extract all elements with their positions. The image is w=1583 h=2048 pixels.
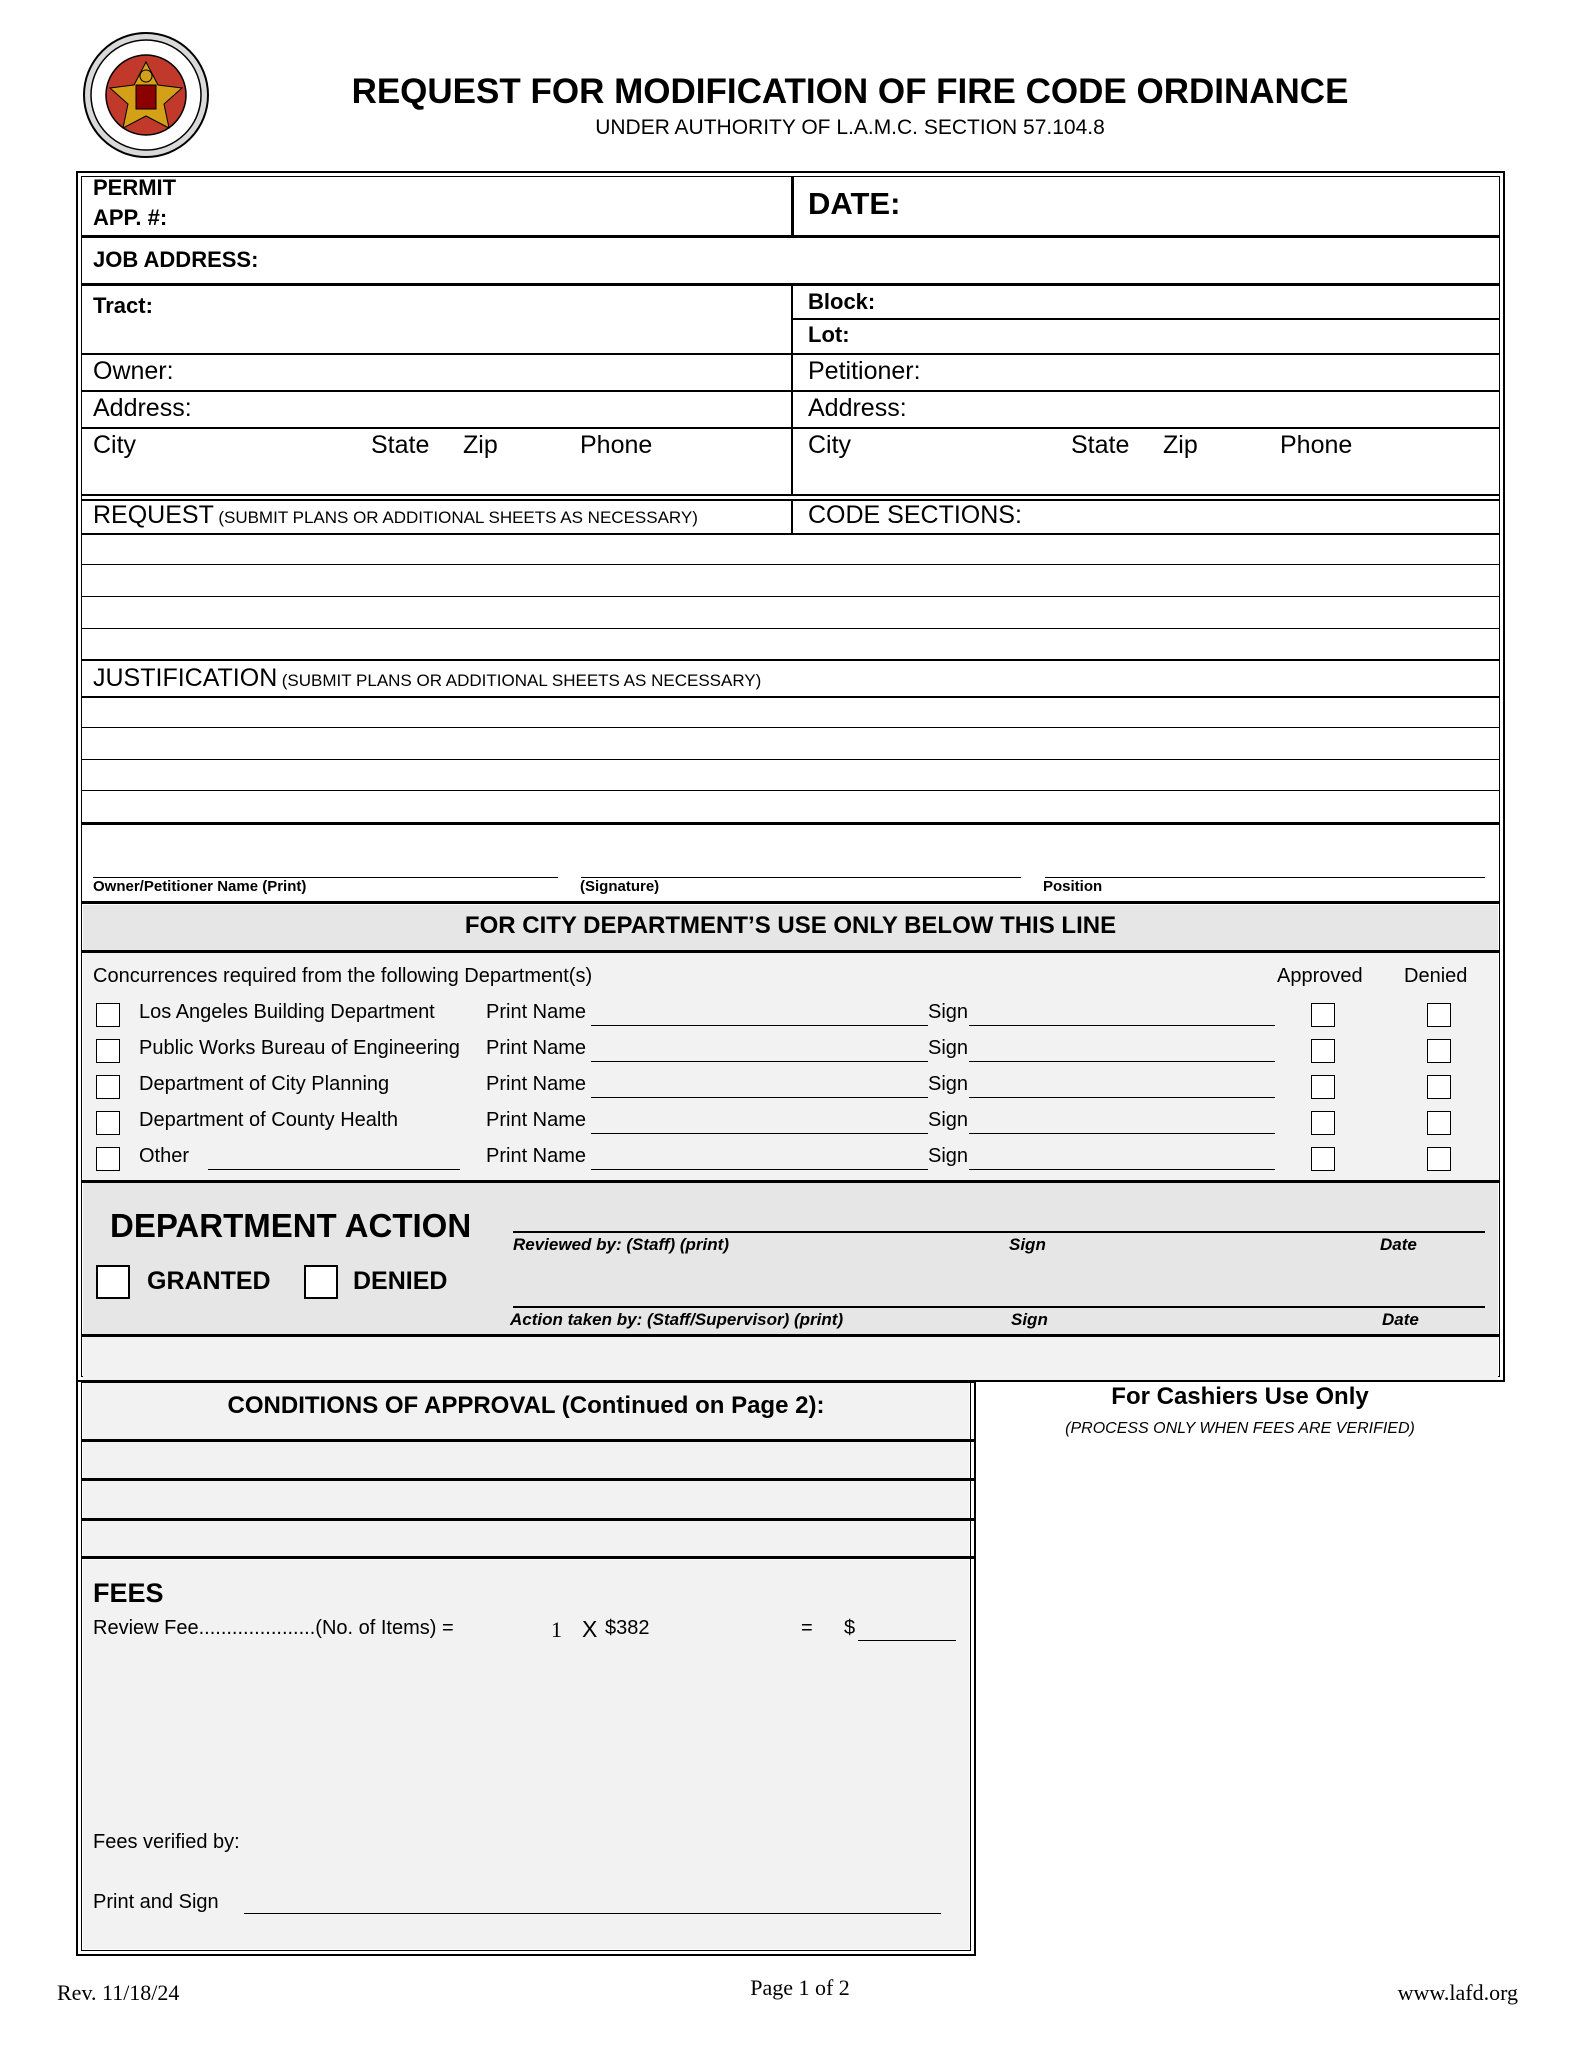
approved-checkbox-public-works-bureau-of-engineering[interactable]	[1311, 1039, 1335, 1063]
petitioner-phone-label: Phone	[1280, 431, 1353, 459]
justification-lines-input[interactable]	[83, 698, 1498, 822]
reviewed-sign-label: Sign	[1009, 1235, 1046, 1254]
denied-checkbox-public-works-bureau-of-engineering[interactable]	[1427, 1039, 1451, 1063]
denied-checkbox-los-angeles-building-department[interactable]	[1427, 1003, 1451, 1027]
owner-state-label: State	[371, 431, 430, 459]
petitioner-zip-label: Zip	[1163, 431, 1198, 459]
dept-checkbox-department-of-county-health[interactable]	[96, 1111, 120, 1135]
granted-label: GRANTED	[147, 1267, 271, 1295]
dept-checkbox-other[interactable]	[96, 1147, 120, 1171]
sign-line-other[interactable]	[969, 1169, 1275, 1170]
sign-label: Sign	[928, 1145, 969, 1167]
sign-line-department-of-county-health[interactable]	[969, 1133, 1275, 1134]
approved-checkbox-other[interactable]	[1311, 1147, 1335, 1171]
sign-label: Sign	[928, 1001, 969, 1023]
owner-input[interactable]	[190, 356, 780, 388]
print-name-label: Print Name	[486, 1037, 587, 1059]
petitioner-label: Petitioner:	[808, 357, 921, 385]
date-input[interactable]	[920, 180, 1490, 230]
owner-city-label: City	[93, 431, 137, 459]
petitioner-address-label: Address:	[808, 394, 907, 422]
form-subtitle: UNDER AUTHORITY OF L.A.M.C. SECTION 57.104.8	[595, 116, 1105, 139]
action-date-label: Date	[1382, 1310, 1419, 1329]
code-sections-label: CODE SECTIONS:	[808, 501, 1022, 529]
petitioner-city-state-zip-phone-input[interactable]	[800, 462, 1490, 492]
action-by-label: Action taken by: (Staff/Supervisor) (print)	[510, 1310, 844, 1329]
sign-label: Sign	[928, 1037, 969, 1059]
fees-title: FEES	[93, 1578, 164, 1608]
dept-name-other: Other	[139, 1145, 190, 1167]
review-fee-label: Review Fee.....................(No. of Items) =	[93, 1617, 454, 1639]
petitioner-state-label: State	[1071, 431, 1130, 459]
fee-total-line[interactable]	[858, 1640, 956, 1641]
permit-input[interactable]	[260, 180, 780, 230]
reviewed-by-label: Reviewed by: (Staff) (print)	[513, 1235, 729, 1254]
print-name-line-department-of-city-planning[interactable]	[591, 1097, 928, 1098]
dollar-sign: $	[844, 1617, 856, 1639]
cashiers-title: For Cashiers Use Only	[1111, 1383, 1369, 1410]
date-label: DATE:	[808, 186, 901, 221]
cashiers-note: (PROCESS ONLY WHEN FEES ARE VERIFIED)	[1065, 1420, 1415, 1437]
print-name-label: Print Name	[486, 1109, 587, 1131]
permit-label-1: PERMIT	[93, 175, 177, 200]
city-use-banner: FOR CITY DEPARTMENT’S USE ONLY BELOW THIS LINE	[464, 912, 1117, 939]
other-dept-line[interactable]	[208, 1169, 460, 1170]
print-name-line-other[interactable]	[591, 1169, 928, 1170]
request-label: REQUEST	[93, 501, 214, 529]
block-input[interactable]	[890, 286, 1490, 316]
approved-checkbox-department-of-county-health[interactable]	[1311, 1111, 1335, 1135]
revision-date: Rev. 11/18/24	[57, 1980, 180, 2005]
dept-checkbox-department-of-city-planning[interactable]	[96, 1075, 120, 1099]
reviewed-by-line[interactable]	[513, 1231, 1485, 1233]
justification-note: (SUBMIT PLANS OR ADDITIONAL SHEETS AS NECESSARY)	[281, 671, 762, 690]
unit-fee: $382	[605, 1617, 650, 1639]
lot-input[interactable]	[870, 320, 1490, 350]
sign-line-department-of-city-planning[interactable]	[969, 1097, 1275, 1098]
justification-label: JUSTIFICATION	[93, 664, 278, 692]
multiply-sign: X	[582, 1616, 598, 1642]
print-sign-line[interactable]	[244, 1913, 941, 1914]
petitioner-address-input[interactable]	[920, 392, 1490, 424]
petitioner-input[interactable]	[940, 356, 1490, 388]
action-sign-label: Sign	[1011, 1310, 1048, 1329]
equals-sign: =	[801, 1617, 813, 1639]
sign-line-public-works-bureau-of-engineering[interactable]	[969, 1061, 1275, 1062]
block-label: Block:	[808, 289, 876, 314]
dept-checkbox-los-angeles-building-department[interactable]	[96, 1003, 120, 1027]
granted-checkbox[interactable]	[96, 1265, 130, 1299]
denied-checkbox-department-of-city-planning[interactable]	[1427, 1075, 1451, 1099]
job-address-label: JOB ADDRESS:	[93, 247, 259, 272]
page-number: Page 1 of 2	[750, 1975, 850, 2000]
tract-label: Tract:	[93, 293, 153, 318]
denied-checkbox[interactable]	[304, 1265, 338, 1299]
tract-input[interactable]	[170, 288, 780, 350]
sign-line-los-angeles-building-department[interactable]	[969, 1025, 1275, 1026]
denied-header: Denied	[1404, 965, 1468, 987]
dept-name-department-of-city-planning: Department of City Planning	[139, 1073, 390, 1095]
position-line[interactable]	[1045, 877, 1485, 878]
sign-label: Sign	[928, 1109, 969, 1131]
reviewed-date-label: Date	[1380, 1235, 1417, 1254]
concurrences-label: Concurrences required from the following Department(s)	[93, 965, 593, 987]
print-name-line-public-works-bureau-of-engineering[interactable]	[591, 1061, 928, 1062]
conditions-lines-input[interactable]	[83, 1442, 969, 1556]
denied-checkbox-department-of-county-health[interactable]	[1427, 1111, 1451, 1135]
signature-label: (Signature)	[580, 878, 660, 895]
website: www.lafd.org	[1397, 1980, 1518, 2005]
denied-label: DENIED	[353, 1267, 448, 1295]
owner-address-input[interactable]	[200, 392, 780, 424]
owner-city-state-zip-phone-input[interactable]	[90, 462, 780, 492]
print-name-label: Print Name	[486, 1073, 587, 1095]
form-title: REQUEST FOR MODIFICATION OF FIRE CODE ORDINANCE	[351, 72, 1349, 111]
dept-name-los-angeles-building-department: Los Angeles Building Department	[139, 1001, 435, 1023]
fees-verified-label: Fees verified by:	[93, 1831, 240, 1853]
dept-name-department-of-county-health: Department of County Health	[139, 1109, 399, 1131]
dept-name-public-works-bureau-of-engineering: Public Works Bureau of Engineering	[139, 1037, 460, 1059]
lot-label: Lot:	[808, 322, 850, 347]
items-value[interactable]: 1	[551, 1617, 562, 1642]
position-label: Position	[1043, 878, 1103, 895]
lafd-seal	[76, 30, 216, 160]
permit-label-2: APP. #:	[93, 205, 168, 230]
job-address-input[interactable]	[280, 240, 1490, 280]
print-name-line-los-angeles-building-department[interactable]	[591, 1025, 928, 1026]
approved-header: Approved	[1277, 965, 1363, 987]
owner-name-label: Owner/Petitioner Name (Print)	[93, 878, 307, 895]
owner-label: Owner:	[93, 357, 174, 385]
print-name-line-department-of-county-health[interactable]	[591, 1133, 928, 1134]
approved-checkbox-los-angeles-building-department[interactable]	[1311, 1003, 1335, 1027]
petitioner-city-label: City	[808, 431, 852, 459]
print-sign-label: Print and Sign	[93, 1891, 219, 1913]
denied-checkbox-other[interactable]	[1427, 1147, 1451, 1171]
print-name-label: Print Name	[486, 1001, 587, 1023]
approved-checkbox-department-of-city-planning[interactable]	[1311, 1075, 1335, 1099]
request-note: (SUBMIT PLANS OR ADDITIONAL SHEETS AS NECESSARY)	[218, 508, 698, 527]
owner-zip-label: Zip	[463, 431, 498, 459]
sign-label: Sign	[928, 1073, 969, 1095]
owner-phone-label: Phone	[580, 431, 653, 459]
dept-checkbox-public-works-bureau-of-engineering[interactable]	[96, 1039, 120, 1063]
action-by-line[interactable]	[513, 1306, 1485, 1308]
owner-address-label: Address:	[93, 394, 192, 422]
department-action-title: DEPARTMENT ACTION	[110, 1207, 472, 1244]
conditions-title: CONDITIONS OF APPROVAL (Continued on Page 2):	[227, 1392, 825, 1419]
print-name-label: Print Name	[486, 1145, 587, 1167]
